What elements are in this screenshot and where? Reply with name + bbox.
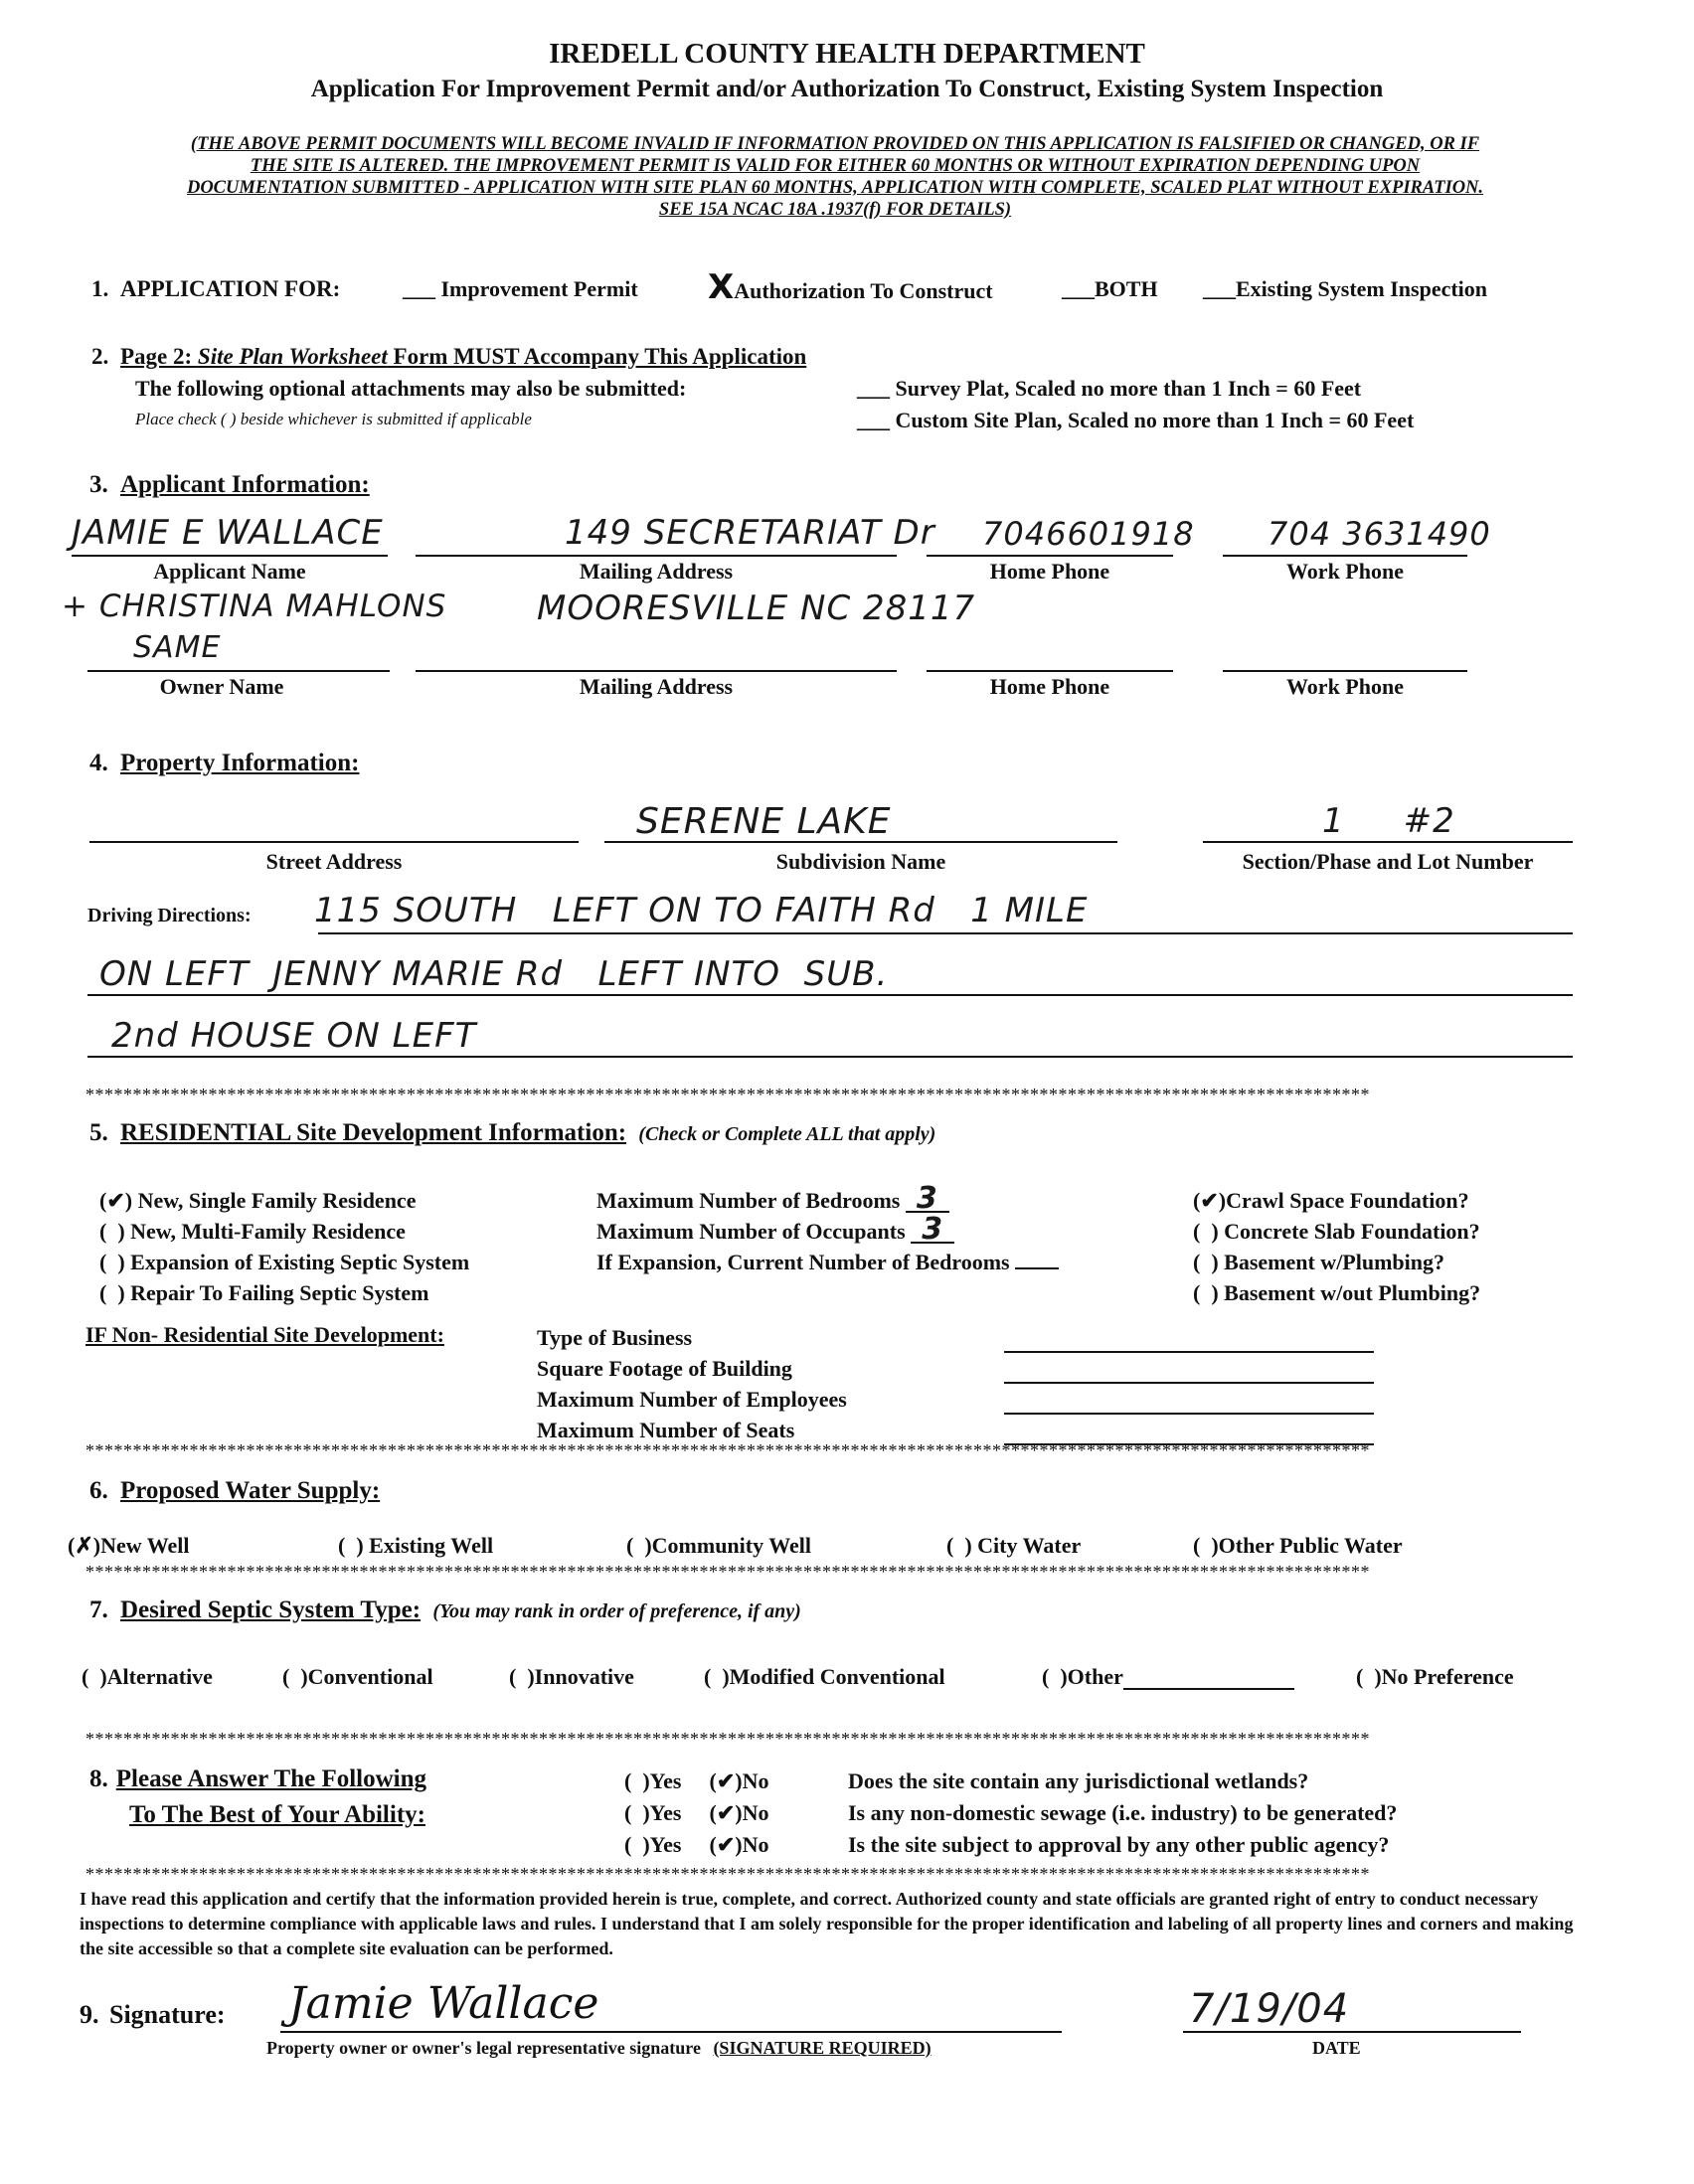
option-label: Conventional bbox=[307, 1664, 433, 1689]
option-label: New, Multi-Family Residence bbox=[130, 1219, 406, 1244]
option-label: Community Well bbox=[651, 1533, 811, 1558]
septic-option-conventional[interactable] bbox=[282, 1664, 433, 1690]
option-label: New Well bbox=[100, 1533, 190, 1558]
attachment-label: Survey Plat, Scaled no more than 1 Inch = 60 Feet bbox=[895, 376, 1362, 401]
option-label: Crawl Space Foundation? bbox=[1226, 1188, 1469, 1213]
non-residential-label: IF Non- Residential Site Development: bbox=[85, 1322, 444, 1347]
checkbox-empty-icon: ( ) bbox=[1193, 1250, 1219, 1274]
checkmark-icon: (✔) bbox=[709, 1800, 743, 1825]
document-title: IREDELL COUNTY HEALTH DEPARTMENT bbox=[549, 38, 1145, 70]
applicant-name-line bbox=[72, 555, 388, 557]
separator: **************************************************************************************************************************************** bbox=[85, 1865, 1370, 1883]
section-number: 2. bbox=[91, 344, 109, 369]
applicant-name-2-field[interactable]: + CHRISTINA MAHLONS bbox=[62, 588, 447, 624]
septic-option-modified-conventional[interactable] bbox=[704, 1664, 945, 1690]
checkbox-empty-icon: ( ) bbox=[1356, 1664, 1382, 1689]
no-label: No bbox=[742, 1832, 769, 1857]
mailing-address-line bbox=[416, 555, 897, 557]
bedroom-fields bbox=[596, 1181, 1059, 1277]
attachment-mark: ___ bbox=[857, 408, 890, 432]
section-lot-line bbox=[1203, 841, 1573, 843]
option-label: Repair To Failing Septic System bbox=[130, 1280, 429, 1305]
driving-line-1 bbox=[318, 932, 1573, 934]
non-residential-fields bbox=[537, 1322, 1374, 1445]
home-phone-field[interactable]: 7046601918 bbox=[982, 515, 1195, 553]
date-field[interactable]: 7/19/04 bbox=[1189, 1986, 1350, 2032]
section-3-title: Applicant Information: bbox=[120, 471, 370, 498]
checkmark-icon: (✔) bbox=[709, 1832, 743, 1857]
checkbox-empty-icon: ( ) bbox=[338, 1533, 364, 1558]
section-5-note: (Check or Complete ALL that apply) bbox=[638, 1123, 936, 1145]
type-of-business-row bbox=[537, 1322, 1374, 1353]
field-label: Square Footage of Building bbox=[537, 1356, 792, 1381]
owner-name-line bbox=[87, 670, 390, 672]
work-phone-line bbox=[1223, 555, 1467, 557]
separator: **************************************************************************************************************************************** bbox=[85, 1441, 1370, 1459]
checkbox-empty-icon: ( ) bbox=[1193, 1280, 1219, 1305]
section-6-heading bbox=[89, 1477, 380, 1505]
checkbox-empty-icon: ( ) bbox=[1042, 1664, 1068, 1689]
section-5-heading bbox=[89, 1119, 935, 1147]
checkbox-empty-icon: ( ) bbox=[509, 1664, 535, 1689]
question-text: Does the site contain any jurisdictional wetlands? bbox=[848, 1768, 1309, 1793]
checkbox-empty-icon: ( ) bbox=[99, 1250, 125, 1274]
section-3-heading bbox=[89, 471, 370, 499]
yes-option[interactable]: ( )Yes bbox=[624, 1768, 682, 1793]
septic-option-no-preference[interactable] bbox=[1356, 1664, 1514, 1690]
field-label: Maximum Number of Employees bbox=[537, 1387, 847, 1412]
section-number: 6. bbox=[89, 1477, 108, 1504]
street-address-line bbox=[89, 841, 579, 843]
caption-owner-name: Owner Name bbox=[159, 674, 284, 699]
option-basement-no-plumbing[interactable] bbox=[1193, 1277, 1480, 1308]
section-1 bbox=[91, 276, 340, 302]
yes-label: Yes bbox=[649, 1768, 682, 1793]
option-label: Basement w/out Plumbing? bbox=[1224, 1280, 1481, 1305]
max-employees-field[interactable] bbox=[1004, 1393, 1374, 1415]
caption-street-address: Street Address bbox=[265, 849, 403, 874]
no-option-checked[interactable] bbox=[710, 1829, 843, 1861]
work-phone-field[interactable]: 704 3631490 bbox=[1268, 515, 1491, 553]
checkbox-empty-icon: ( ) bbox=[946, 1533, 972, 1558]
septic-option-innovative[interactable] bbox=[509, 1664, 634, 1690]
notice-line: DOCUMENTATION SUBMITTED - APPLICATION WITH SITE PLAN 60 MONTHS, APPLICATION WITH COMPLETE, SCALED PLAT WITHOUT EXPIRATION. bbox=[186, 178, 1484, 198]
place-check-note: Place check ( ) beside whichever is submitted if applicable bbox=[135, 410, 532, 428]
section-number: 8. bbox=[89, 1765, 108, 1792]
section-number: 1. bbox=[91, 276, 109, 301]
mailing-address-2-field[interactable]: MOORESVILLE NC 28117 bbox=[537, 588, 976, 628]
subdivision-name-line bbox=[604, 841, 1117, 843]
signature-line bbox=[280, 2031, 1062, 2033]
septic-option-other[interactable] bbox=[1042, 1664, 1294, 1690]
max-employees-row bbox=[537, 1384, 1374, 1415]
field-label: Type of Business bbox=[537, 1325, 693, 1350]
signature-caption bbox=[266, 2038, 932, 2059]
option-label: Concrete Slab Foundation? bbox=[1224, 1219, 1480, 1244]
option-existing-system-inspection[interactable] bbox=[1203, 276, 1487, 302]
attachment-survey-plat[interactable] bbox=[857, 376, 1361, 402]
section-2-heading bbox=[91, 344, 806, 370]
option-label: Innovative bbox=[534, 1664, 634, 1689]
no-option-checked[interactable] bbox=[710, 1797, 843, 1829]
no-label: No bbox=[742, 1800, 769, 1825]
max-occupants-row bbox=[596, 1212, 1059, 1247]
water-option-other-public[interactable] bbox=[1193, 1533, 1403, 1559]
residence-type-options bbox=[99, 1185, 469, 1308]
driving-directions-label: Driving Directions: bbox=[87, 905, 252, 926]
caption-applicant-name: Applicant Name bbox=[153, 559, 306, 584]
option-mark: ___ bbox=[1203, 276, 1236, 301]
document-subtitle: Application For Improvement Permit and/or Authorization To Construct, Existing System Inspection bbox=[310, 76, 1384, 102]
checkbox-empty-icon: ( ) bbox=[1193, 1219, 1219, 1244]
question-non-domestic-sewage bbox=[624, 1797, 1397, 1829]
option-label: City Water bbox=[977, 1533, 1082, 1558]
section-number: 3. bbox=[89, 471, 108, 498]
option-label: No Preference bbox=[1381, 1664, 1514, 1689]
question-wetlands bbox=[624, 1765, 1397, 1797]
septic-option-alternative[interactable] bbox=[82, 1664, 213, 1690]
driving-directions-line-2[interactable]: ON LEFT JENNY MARIE Rd LEFT INTO SUB. bbox=[99, 954, 889, 994]
x-mark-icon: X bbox=[708, 267, 735, 307]
no-option-checked[interactable] bbox=[710, 1765, 843, 1797]
checkmark-icon: (✔) bbox=[709, 1768, 743, 1793]
section-2-title bbox=[120, 344, 806, 369]
section-6-title: Proposed Water Supply: bbox=[120, 1477, 381, 1504]
current-bedrooms-row bbox=[596, 1247, 1059, 1277]
optional-attachments-text: The following optional attachments may also be submitted: bbox=[135, 376, 687, 401]
notice-line: THE SITE IS ALTERED. THE IMPROVEMENT PERMIT IS VALID FOR EITHER 60 MONTHS OR WITHOUT EXPIRATION DEPENDING UPON bbox=[250, 156, 1421, 176]
caption-owner-home-phone: Home Phone bbox=[989, 674, 1110, 699]
separator: **************************************************************************************************************************************** bbox=[85, 1563, 1370, 1581]
attachment-label: Custom Site Plan, Scaled no more than 1 Inch = 60 Feet bbox=[895, 408, 1415, 432]
notice-line: SEE 15A NCAC 18A .1937(f) FOR DETAILS) bbox=[658, 200, 1012, 220]
foundation-options bbox=[1193, 1185, 1480, 1308]
option-authorization-to-construct[interactable] bbox=[708, 267, 993, 307]
section-4-heading bbox=[89, 750, 359, 777]
signature-field[interactable]: Jamie Wallace bbox=[288, 1978, 599, 2029]
question-text: Is the site subject to approval by any other public agency? bbox=[848, 1832, 1390, 1857]
option-concrete-slab[interactable] bbox=[1193, 1216, 1480, 1247]
section-1-label: APPLICATION FOR: bbox=[120, 276, 341, 301]
section-7-note: (You may rank in order of preference, if any) bbox=[432, 1600, 801, 1622]
yes-option[interactable]: ( )Yes bbox=[624, 1832, 682, 1857]
driving-directions-line-3[interactable]: 2nd HOUSE ON LEFT bbox=[111, 1016, 477, 1056]
square-footage-row bbox=[537, 1353, 1374, 1384]
option-label: Basement w/Plumbing? bbox=[1224, 1250, 1445, 1274]
applicant-name-field[interactable]: JAMIE E WALLACE bbox=[72, 513, 384, 553]
date-caption: DATE bbox=[1312, 2038, 1361, 2058]
x-mark-icon: (✗) bbox=[68, 1533, 101, 1558]
no-label: No bbox=[742, 1768, 769, 1793]
section-number: 9. bbox=[80, 2000, 99, 2029]
option-label: Modified Conventional bbox=[729, 1664, 945, 1689]
section-7-heading bbox=[89, 1596, 801, 1624]
separator: **************************************************************************************************************************************** bbox=[85, 1086, 1370, 1103]
section-number: 7. bbox=[89, 1596, 108, 1623]
checkbox-empty-icon: ( ) bbox=[99, 1280, 125, 1305]
driving-directions-line-1[interactable]: 115 SOUTH LEFT ON TO FAITH Rd 1 MILE bbox=[314, 891, 1089, 930]
caption-owner-mailing-address: Mailing Address bbox=[579, 674, 734, 699]
option-label: Other bbox=[1067, 1664, 1123, 1689]
caption-mailing-address: Mailing Address bbox=[579, 559, 734, 584]
signature-label bbox=[80, 2000, 226, 2030]
yes-label: Yes bbox=[649, 1800, 682, 1825]
option-crawl-space[interactable] bbox=[1193, 1185, 1480, 1216]
validity-notice bbox=[60, 133, 1610, 221]
caption-work-phone: Work Phone bbox=[1286, 559, 1404, 584]
heading-italic: Site Plan Worksheet bbox=[197, 344, 388, 369]
owner-address-line bbox=[416, 670, 897, 672]
max-bedrooms-row bbox=[596, 1181, 1059, 1216]
checkbox-empty-icon: ( ) bbox=[1193, 1533, 1219, 1558]
owner-work-phone-line bbox=[1223, 670, 1467, 672]
water-option-new-well[interactable] bbox=[68, 1533, 190, 1559]
section-4-title: Property Information: bbox=[120, 750, 360, 776]
option-label: Existing System Inspection bbox=[1236, 276, 1488, 301]
water-option-city-water[interactable] bbox=[946, 1533, 1081, 1559]
option-label: New, Single Family Residence bbox=[137, 1188, 417, 1213]
checkbox-empty-icon: ( ) bbox=[626, 1533, 652, 1558]
owner-name-field[interactable]: SAME bbox=[133, 630, 222, 665]
signature-required-note: (SIGNATURE REQUIRED) bbox=[713, 2038, 932, 2058]
option-basement-plumbing[interactable] bbox=[1193, 1247, 1480, 1277]
section-number: 4. bbox=[89, 750, 108, 776]
yes-label: Yes bbox=[649, 1832, 682, 1857]
option-improvement-permit[interactable] bbox=[403, 276, 638, 302]
section-number: 5. bbox=[89, 1119, 108, 1146]
caption-subdivision-name: Subdivision Name bbox=[775, 849, 946, 874]
subdivision-name-field[interactable]: SERENE LAKE bbox=[636, 801, 892, 842]
field-label: If Expansion, Current Number of Bedrooms bbox=[596, 1250, 1010, 1274]
checkmark-icon: (✔) bbox=[99, 1188, 133, 1213]
section-lot-field[interactable]: 1 #2 bbox=[1322, 801, 1455, 841]
option-label: BOTH bbox=[1095, 276, 1158, 301]
section-8-heading bbox=[89, 1762, 426, 1833]
option-label: Other Public Water bbox=[1218, 1533, 1403, 1558]
question-text: Is any non-domestic sewage (i.e. industry) to be generated? bbox=[848, 1800, 1398, 1825]
attachment-mark: ___ bbox=[857, 376, 890, 401]
max-bedrooms-field[interactable]: 3 bbox=[906, 1187, 949, 1213]
mailing-address-field[interactable]: 149 SECRETARIAT Dr bbox=[565, 513, 935, 553]
section-8-title-line-1: Please Answer The Following bbox=[115, 1765, 427, 1792]
current-bedrooms-field[interactable] bbox=[1015, 1248, 1059, 1269]
questions-list bbox=[624, 1765, 1397, 1861]
section-5-title: RESIDENTIAL Site Development Information: bbox=[120, 1119, 627, 1146]
home-phone-line bbox=[927, 555, 1173, 557]
septic-other-field[interactable] bbox=[1123, 1668, 1294, 1690]
certification-text: I have read this application and certify that the information provided herein is true, complete, and correct. Authorized county and state officials are granted right of entry to conduct necessary inspections to determine compliance with applicable laws and rules. I understand that I am solely responsible for the proper identification and labeling of all property lines and corners and making the site accessible so that a complete site evaluation can be performed. bbox=[80, 1889, 1574, 1958]
option-repair-septic[interactable] bbox=[99, 1277, 469, 1308]
attachment-custom-site-plan[interactable] bbox=[857, 408, 1414, 433]
option-label: Expansion of Existing Septic System bbox=[130, 1250, 470, 1274]
owner-home-phone-line bbox=[927, 670, 1173, 672]
water-option-community-well[interactable] bbox=[626, 1533, 811, 1559]
type-of-business-field[interactable] bbox=[1004, 1331, 1374, 1353]
question-public-agency bbox=[624, 1829, 1397, 1861]
option-mark: ___ bbox=[403, 276, 435, 301]
section-7-title: Desired Septic System Type: bbox=[120, 1596, 422, 1623]
field-label: Maximum Number of Seats bbox=[537, 1418, 795, 1442]
option-label: Improvement Permit bbox=[440, 276, 638, 301]
driving-line-2 bbox=[87, 994, 1573, 996]
max-occupants-field[interactable]: 3 bbox=[911, 1218, 954, 1244]
checkbox-empty-icon: ( ) bbox=[704, 1664, 730, 1689]
caption-section-lot: Section/Phase and Lot Number bbox=[1242, 849, 1534, 874]
option-new-multi-family[interactable] bbox=[99, 1216, 469, 1247]
caption-owner-work-phone: Work Phone bbox=[1286, 674, 1404, 699]
heading-prefix: Page 2: bbox=[120, 344, 198, 369]
caption-home-phone: Home Phone bbox=[989, 559, 1110, 584]
checkbox-empty-icon: ( ) bbox=[99, 1219, 125, 1244]
signature-label-text: Signature: bbox=[109, 2000, 226, 2029]
option-label: Existing Well bbox=[369, 1533, 494, 1558]
notice-line: (THE ABOVE PERMIT DOCUMENTS WILL BECOME INVALID IF INFORMATION PROVIDED ON THIS APPLICATION IS FALSIFIED OR CHANGED, OR IF bbox=[190, 134, 1480, 154]
water-option-existing-well[interactable] bbox=[338, 1533, 493, 1559]
section-8-title-line-2: To The Best of Your Ability: bbox=[129, 1801, 425, 1828]
option-label: Alternative bbox=[106, 1664, 213, 1689]
checkbox-empty-icon: ( ) bbox=[82, 1664, 107, 1689]
separator: **************************************************************************************************************************************** bbox=[85, 1730, 1370, 1748]
square-footage-field[interactable] bbox=[1004, 1362, 1374, 1384]
checkbox-empty-icon: ( ) bbox=[282, 1664, 308, 1689]
date-line bbox=[1183, 2031, 1521, 2033]
option-new-single-family[interactable] bbox=[99, 1185, 469, 1216]
option-both[interactable] bbox=[1062, 276, 1158, 302]
option-label: Authorization To Construct bbox=[734, 278, 993, 303]
signature-caption-text: Property owner or owner's legal representative signature bbox=[266, 2038, 701, 2058]
option-expansion-septic[interactable] bbox=[99, 1247, 469, 1277]
yes-option[interactable]: ( )Yes bbox=[624, 1800, 682, 1825]
checkmark-icon: (✔) bbox=[1193, 1188, 1227, 1213]
option-mark: ___ bbox=[1062, 276, 1095, 301]
field-label: Maximum Number of Occupants bbox=[596, 1219, 906, 1244]
heading-suffix: Form MUST Accompany This Application bbox=[387, 344, 807, 369]
field-label: Maximum Number of Bedrooms bbox=[596, 1188, 901, 1213]
driving-line-3 bbox=[87, 1056, 1573, 1058]
